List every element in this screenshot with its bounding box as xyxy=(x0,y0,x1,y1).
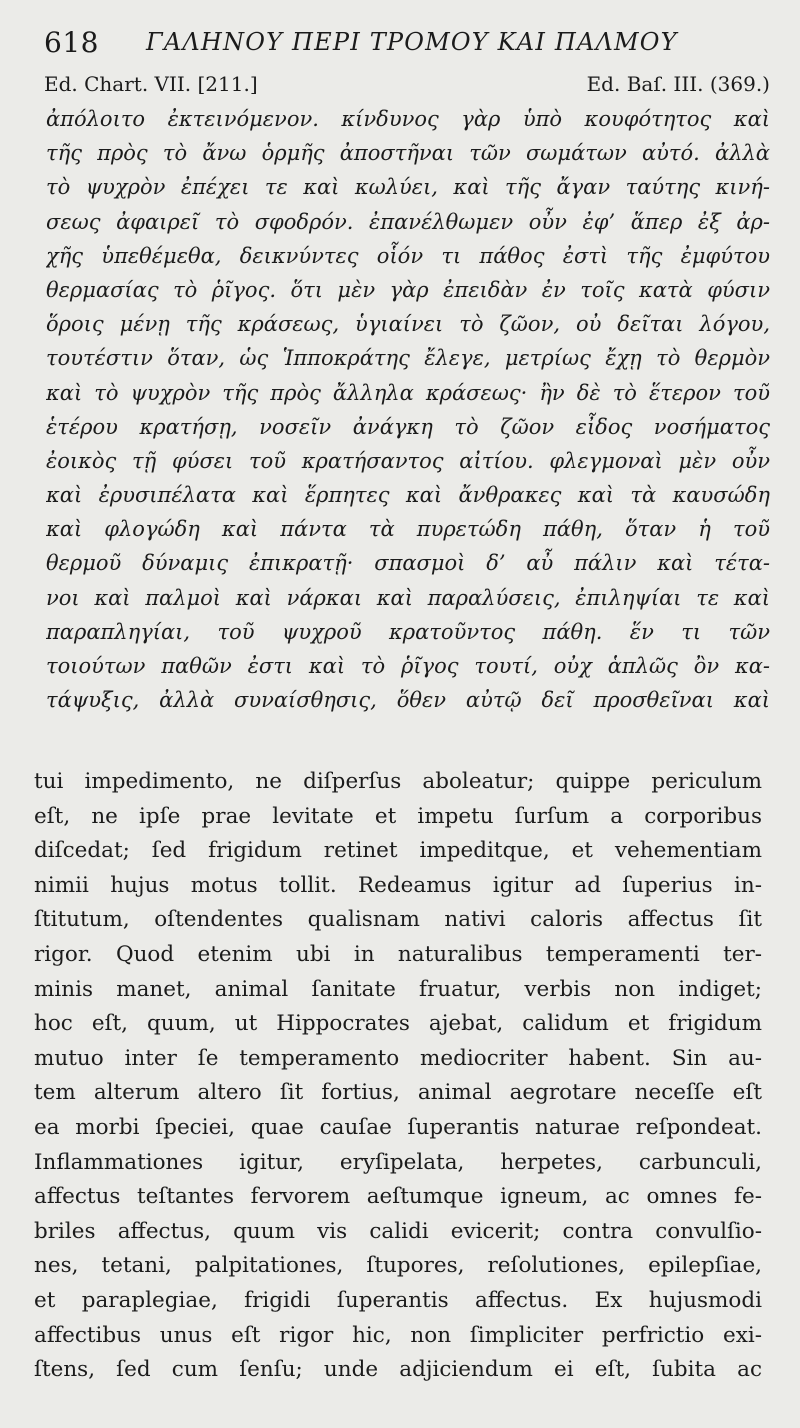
greek-text-line: θερμασίας τὸ ῥῖγος. ὅτι μὲν γὰρ ἐπειδὰν ἐν τοῖς κατὰ φύσιν xyxy=(46,277,770,302)
latin-text-line: mutuo inter ſe temperamento mediocriter habent. Sin au- xyxy=(34,1045,762,1071)
greek-text-line: χῆς ὑπεθέμεθα, δεικνύντες οἷόν τι πάθος ἐστὶ τῆς ἐμφύτου xyxy=(46,243,770,268)
latin-text-line: ſtitutum, oſtendentes qualisnam nativi caloris affectus ſit xyxy=(34,907,762,933)
greek-text-line: τῆς πρὸς τὸ ἄνω ὁρμῆς ἀποστῆναι τῶν σωμάτων αὐτό. ἀλλὰ xyxy=(46,141,770,166)
latin-text-line: tui impedimento, ne diſperſus aboleatur; quippe periculum xyxy=(34,769,762,794)
greek-text-line: καὶ ἐρυσιπέλατα καὶ ἕρπητες καὶ ἄνθρακες καὶ τὰ καυσώδη xyxy=(46,483,770,508)
latin-text-line: et paraplegiae, frigidi ſuperantis affectus. Ex hujusmodi xyxy=(34,1287,762,1313)
edition-reference-line xyxy=(44,72,770,102)
greek-text-line: τουτέστιν ὅταν, ὡς Ἱπποκράτης ἔλεγε, μετρίως ἔχῃ τὸ θερμὸν xyxy=(46,346,770,371)
page-number: 618 xyxy=(44,26,99,59)
latin-text-line: minis manet, animal ſanitate fruatur, verbis non indiget; xyxy=(34,976,762,1002)
greek-text-line: τὸ ψυχρὸν ἐπέχει τε καὶ κωλύει, καὶ τῆς ἄγαν ταύτης κινή- xyxy=(46,175,770,200)
greek-text-line: νοι καὶ παλμοὶ καὶ νάρκαι καὶ παραλύσεις, ἐπιληψίαι τε καὶ xyxy=(46,585,770,610)
latin-text-block xyxy=(34,765,762,1388)
greek-text-line: παραπληγίαι, τοῦ ψυχροῦ κρατοῦντος πάθη. ἕν τι τῶν xyxy=(46,619,770,644)
greek-text-line: ἐοικὸς τῇ φύσει τοῦ κρατήσαντος αἰτίου. φλεγμοναὶ μὲν οὖν xyxy=(46,448,770,473)
edition-reference-basel: Ed. Baſ. III. (369.) xyxy=(586,72,770,96)
greek-text-line: ἑτέρου κρατήσῃ, νοσεῖν ἀνάγκη τὸ ζῶον εἶδος νοσήματος xyxy=(46,414,770,439)
edition-reference-chartier: Ed. Chart. VII. [211.] xyxy=(44,72,258,96)
greek-text-line: τάψυξις, ἀλλὰ συναίσθησις, ὅθεν αὐτῷ δεῖ προσθεῖναι καὶ xyxy=(46,688,770,713)
running-title: ΓΑΛΗΝΟΥ ΠΕΡΙ ΤΡΟΜΟΥ ΚΑΙ ΠΑΛΜΟΥ xyxy=(146,28,678,56)
latin-text-line: nes, tetani, palpitationes, ſtupores, reſolutiones, epilepſiae, xyxy=(34,1253,762,1279)
greek-text-line: καὶ φλογώδη καὶ πάντα τὰ πυρετώδη πάθη, ὅταν ἡ τοῦ xyxy=(46,517,770,542)
greek-text-line: θερμοῦ δύναμις ἐπικρατῇ· σπασμοὶ δ’ αὖ πάλιν καὶ τέτα- xyxy=(46,551,770,576)
latin-text-line: Inflammationes igitur, eryſipelata, herpetes, carbunculi, xyxy=(34,1149,762,1175)
latin-text-line: briles affectus, quum vis calidi evicerit; contra convulſio- xyxy=(34,1218,762,1244)
greek-text-line: ἀπόλοιτο ἐκτεινόμενον. κίνδυνος γὰρ ὑπὸ κουφότητος καὶ xyxy=(46,107,770,131)
latin-text-line: ſtens, ſed cum ſenſu; unde adjiciendum ei eſt, ſubita ac xyxy=(34,1357,762,1383)
greek-text-line: τοιούτων παθῶν ἐστι καὶ τὸ ῥῖγος τουτί, οὐχ ἁπλῶς ὂν κα- xyxy=(46,654,770,678)
latin-text-line: nimii hujus motus tollit. Redeamus igitur ad ſuperius in- xyxy=(34,872,762,898)
greek-text-block xyxy=(46,102,770,717)
greek-text-line: σεως ἀφαιρεῖ τὸ σφοδρόν. ἐπανέλθωμεν οὖν ἐφ’ ἅπερ ἐξ ἀρ- xyxy=(46,209,770,234)
latin-text-line: tem alterum altero ſit fortius, animal aegrotare neceſſe eſt xyxy=(34,1080,762,1106)
latin-text-line: ea morbi ſpeciei, quae cauſae ſuperantis naturae reſpondeat. xyxy=(34,1114,762,1140)
latin-text-line: hoc eſt, quum, ut Hippocrates ajebat, calidum et frigidum xyxy=(34,1011,762,1037)
latin-text-line: affectus teſtantes fervorem aeſtumque igneum, ac omnes fe- xyxy=(34,1184,762,1210)
latin-text-line: diſcedat; ſed frigidum retinet impeditque, et vehementiam xyxy=(34,838,762,864)
greek-text-line: ὅροις μένῃ τῆς κράσεως, ὑγιαίνει τὸ ζῶον, οὐ δεῖται λόγου, xyxy=(46,312,770,337)
latin-text-line: rigor. Quod etenim ubi in naturalibus temperamenti ter- xyxy=(34,941,762,967)
greek-text-line: καὶ τὸ ψυχρὸν τῆς πρὸς ἄλληλα κράσεως· ἢν δὲ τὸ ἕτερον τοῦ xyxy=(46,380,770,405)
latin-text-line: eſt, ne ipſe prae levitate et impetu ſurſum a corporibus xyxy=(34,803,762,829)
running-head xyxy=(44,26,770,66)
latin-text-line: affectibus unus eſt rigor hic, non ſimpliciter perfrictio exi- xyxy=(34,1322,762,1348)
